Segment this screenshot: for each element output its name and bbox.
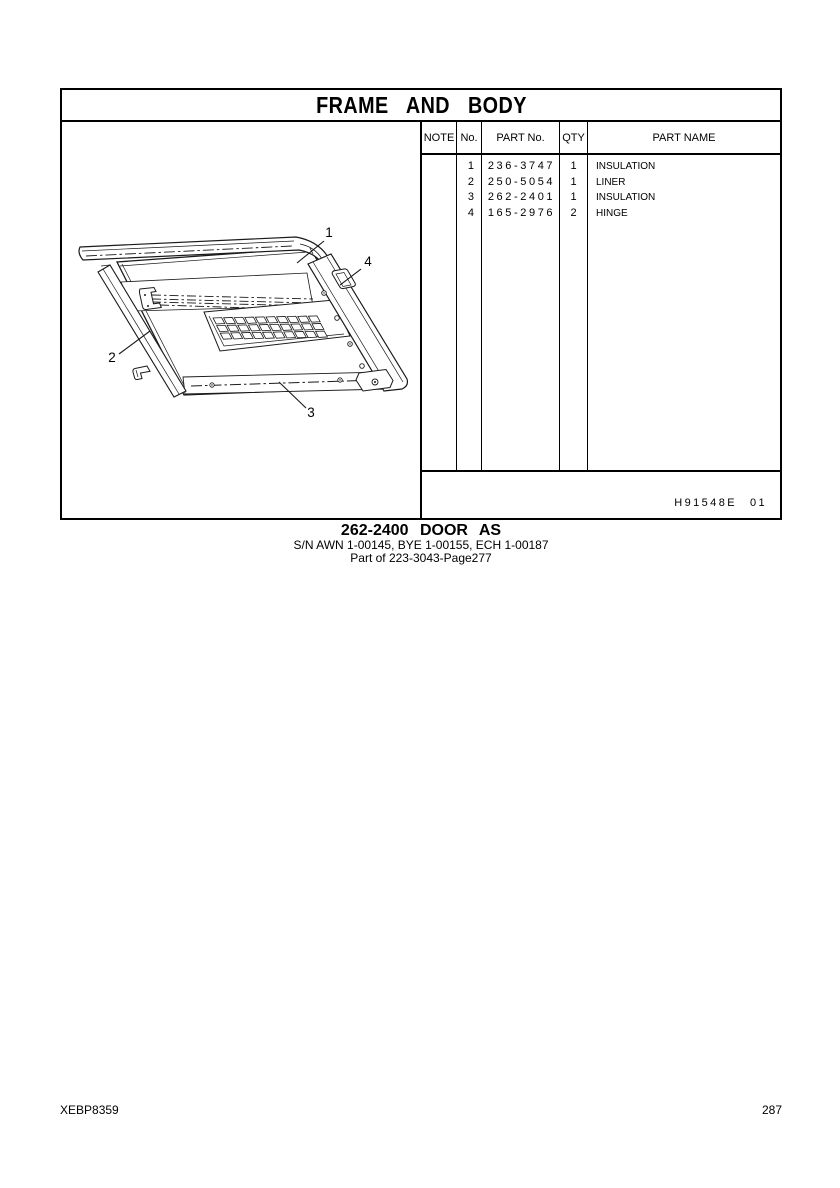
cell-qty: 1: [570, 175, 577, 188]
column-note: [422, 155, 457, 470]
column-part-name: [588, 155, 780, 470]
assembly-title: 262-2400 DOOR AS: [340, 522, 502, 539]
cell-part-name: LINER: [596, 176, 626, 188]
caption-block: [60, 522, 782, 564]
cell-part-name: HINGE: [596, 207, 628, 219]
column-qty: [560, 155, 588, 470]
drawing-revision: 01: [749, 497, 767, 509]
table-footer: [422, 470, 780, 517]
cell-part-no: 250-5054: [487, 175, 556, 188]
header-no: No.: [457, 122, 482, 153]
header-note: NOTE: [422, 122, 457, 153]
cell-part-name: INSULATION: [596, 192, 656, 203]
foot-bracket: [133, 366, 150, 380]
section-title-band: [62, 90, 780, 122]
serial-numbers: S/N AWN 1-00145, BYE 1-00155, ECH 1-00187: [293, 538, 549, 552]
header-part-no: PART No.: [482, 122, 560, 153]
cell-note: [422, 175, 456, 191]
door-assembly-drawing: [60, 122, 422, 518]
callout-1: 1: [325, 225, 333, 240]
page-number: 287: [761, 1103, 782, 1117]
cell-no: 4: [467, 206, 474, 219]
drawing-ref: H91548E: [674, 497, 737, 509]
doc-code: XEBP8359: [60, 1103, 119, 1117]
cell-qty: 1: [570, 160, 577, 172]
cell-qty: 2: [570, 206, 577, 219]
callout-2: 2: [108, 350, 116, 365]
cell-no: 1: [467, 160, 474, 172]
column-no: [457, 155, 482, 470]
cell-part-name: INSULATION: [596, 161, 656, 172]
callout-4: 4: [364, 254, 372, 269]
header-qty: QTY: [560, 122, 588, 153]
cell-part-no: 236-3747: [487, 160, 556, 172]
cell-part-no: 165-2976: [487, 206, 556, 219]
cell-note: [422, 159, 456, 175]
column-part-no: [482, 155, 560, 470]
page-title: FRAME AND BODY: [315, 91, 527, 118]
part-of-reference: Part of 223-3043-Page277: [350, 550, 492, 565]
cell-qty: 1: [570, 191, 577, 203]
cell-note: [422, 206, 456, 222]
callout-3: 3: [307, 405, 315, 420]
cell-no: 2: [467, 175, 474, 188]
cell-part-no: 262-2401: [487, 191, 556, 203]
cell-no: 3: [467, 191, 474, 203]
cell-note: [422, 190, 456, 206]
parts-table-body: [422, 155, 780, 470]
parts-table-header: [422, 122, 780, 155]
header-part-name: PART NAME: [652, 131, 716, 144]
parts-table: [420, 122, 780, 518]
